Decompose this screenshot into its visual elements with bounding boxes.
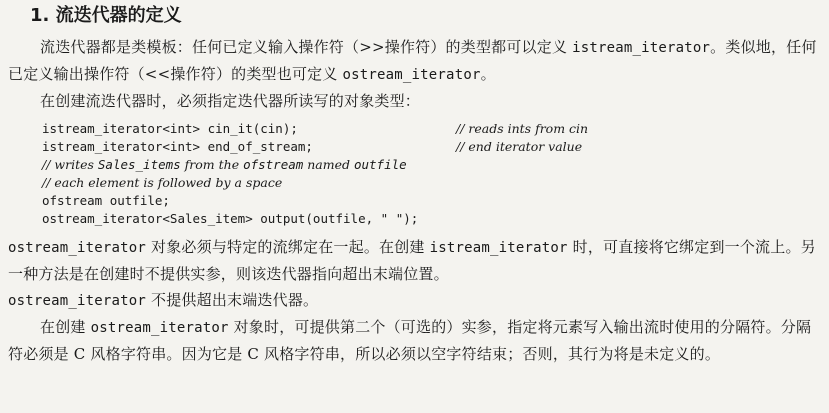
inline-code: ostream_iterator bbox=[342, 67, 481, 83]
code-line bbox=[42, 156, 821, 174]
inline-code: istream_iterator bbox=[572, 40, 711, 56]
paragraph-create: 在创建流迭代器时，必须指定迭代器所读写的对象类型： bbox=[40, 92, 421, 110]
code-comment: // writes bbox=[42, 157, 98, 172]
text: 对象必须与特定的流绑定在一起。在创建 bbox=[146, 238, 430, 256]
code-text: istream_iterator<int> end_of_stream; bbox=[42, 139, 313, 154]
text: 流迭代器都是类模板：任何已定义输入操作符（>>操作符）的类型都可以定义 bbox=[40, 38, 573, 56]
paragraph-delimiter bbox=[8, 314, 821, 367]
inline-code: ostream_iterator bbox=[90, 320, 229, 336]
code-text: ostream_iterator<Sales_item> output(outfile, " "); bbox=[42, 211, 419, 226]
code-comment-mono: outfile bbox=[353, 157, 407, 172]
inline-code: ostream_iterator bbox=[8, 293, 147, 309]
code-comment: from the bbox=[180, 157, 244, 172]
section-heading: 1. 流迭代器的定义 bbox=[30, 5, 182, 26]
inline-code: ostream_iterator bbox=[8, 240, 147, 256]
code-line bbox=[42, 120, 821, 138]
paragraph-binding bbox=[8, 234, 821, 314]
code-comment: named bbox=[303, 157, 354, 172]
code-line bbox=[42, 138, 821, 156]
code-block bbox=[42, 120, 821, 228]
code-line bbox=[42, 210, 821, 228]
code-comment: // reads ints from cin bbox=[456, 121, 589, 136]
text: 在创建 bbox=[40, 318, 91, 336]
code-comment: // end iterator value bbox=[456, 139, 583, 154]
paragraph-intro bbox=[8, 34, 821, 88]
code-line bbox=[42, 192, 821, 210]
text: 。类似地，任何已定义输出操作符（<<操作符）的类型也可定义 bbox=[8, 38, 817, 83]
text: 对象时，可提供第二个（可选的）实参，指定将元素写入输出流时使用的分隔符。分隔符必须是 C 风格字符串。因为它是 C 风格字符串，所以必须以空字符结束；否则，其行为将是未定义的。 bbox=[8, 318, 812, 363]
code-comment-mono: ofstream bbox=[243, 157, 304, 172]
code-text: ofstream outfile; bbox=[42, 193, 170, 208]
code-line bbox=[42, 174, 821, 192]
text: 。 bbox=[480, 65, 496, 83]
code-comment: // each element is followed by a space bbox=[42, 175, 283, 190]
inline-code: istream_iterator bbox=[429, 240, 568, 256]
code-comment-mono: Sales_items bbox=[97, 157, 181, 172]
text: 时，可直接将它绑定到一个流上。另一种方法是在创建时不提供实参，则该迭代器指向超出末端位置。 bbox=[8, 238, 816, 283]
code-text: istream_iterator<int> cin_it(cin); bbox=[42, 121, 298, 136]
text: 不提供超出末端迭代器。 bbox=[146, 291, 319, 309]
